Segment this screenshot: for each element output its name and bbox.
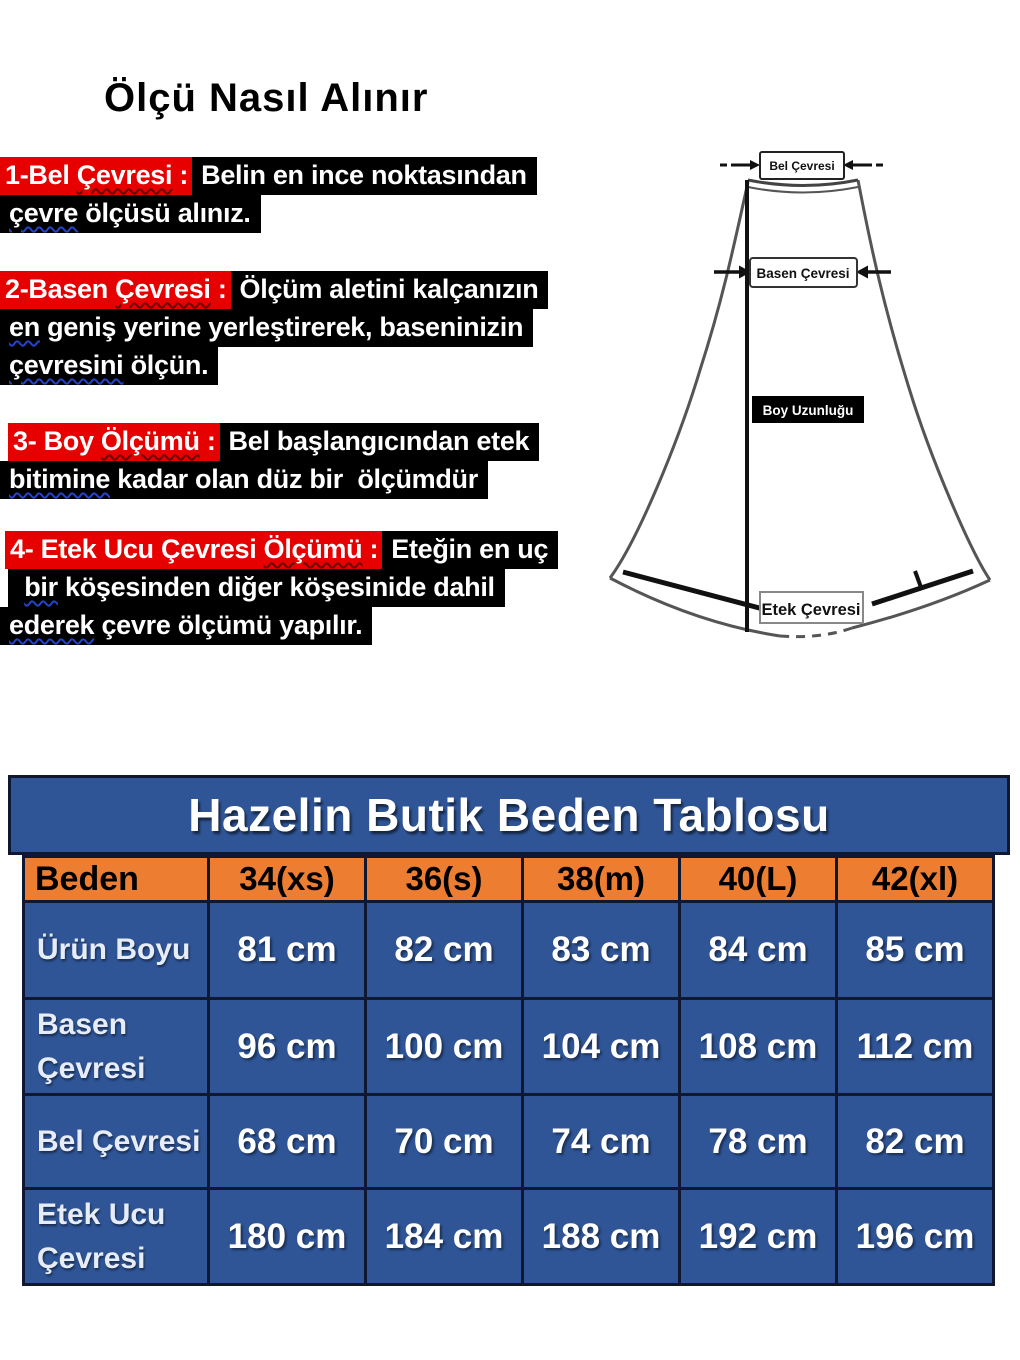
instruction-line bbox=[8, 569, 558, 607]
text-segment: köşesinden diğer köşesinide dahil bbox=[57, 572, 495, 602]
size-table-title: Hazelin Butik Beden Tablosu bbox=[188, 789, 830, 841]
text-segment: geniş yerine yerleştirerek, baseninizin bbox=[39, 312, 524, 342]
table-cell: 96 cm bbox=[210, 1000, 364, 1093]
length-label: Boy Uzunluğu bbox=[762, 403, 854, 418]
table-cell: 184 cm bbox=[367, 1190, 521, 1283]
text-segment: çevresini bbox=[9, 350, 124, 380]
instruction-text bbox=[0, 309, 533, 347]
instruction-text bbox=[382, 531, 558, 569]
instruction-block-hem bbox=[0, 531, 558, 645]
text-segment: ölçün. bbox=[123, 350, 209, 380]
length-label-group bbox=[752, 396, 864, 423]
text-segment: : bbox=[172, 160, 189, 190]
instruction-number-label bbox=[0, 271, 231, 309]
text-segment: Eteğin en uç bbox=[391, 534, 549, 564]
table-cell: 84 cm bbox=[681, 903, 835, 997]
instruction-number-label bbox=[5, 531, 382, 569]
text-segment: çevre ölçümü yapılır. bbox=[94, 610, 363, 640]
column-header-42xl: 42(xl) bbox=[838, 858, 992, 900]
column-header-36s: 36(s) bbox=[367, 858, 521, 900]
waist-label: Bel Çevresi bbox=[769, 159, 835, 173]
text-segment: bitimine bbox=[9, 464, 111, 494]
instruction-block-waist bbox=[0, 157, 537, 233]
instruction-line bbox=[5, 531, 558, 569]
text-segment: kadar olan düz bir ölçümdür bbox=[110, 464, 478, 494]
instruction-text bbox=[192, 157, 537, 195]
column-header-38m: 38(m) bbox=[524, 858, 678, 900]
table-cell: 108 cm bbox=[681, 1000, 835, 1093]
instruction-number-label bbox=[8, 423, 220, 461]
instruction-line bbox=[0, 271, 548, 309]
table-cell: 196 cm bbox=[838, 1190, 992, 1283]
table-cell: 104 cm bbox=[524, 1000, 678, 1093]
text-segment: : bbox=[199, 426, 216, 456]
hip-label-group bbox=[714, 258, 891, 287]
table-cell: 82 cm bbox=[838, 1096, 992, 1187]
instruction-line bbox=[0, 347, 548, 385]
text-segment: çevre bbox=[9, 198, 79, 228]
text-segment: ederek bbox=[9, 610, 95, 640]
table-cell: 188 cm bbox=[524, 1190, 678, 1283]
table-cell: 180 cm bbox=[210, 1190, 364, 1283]
table-cell: 85 cm bbox=[838, 903, 992, 997]
column-header-34xs: 34(xs) bbox=[210, 858, 364, 900]
document-title: Ölçü Nasıl Alınır bbox=[104, 76, 429, 120]
table-cell: 74 cm bbox=[524, 1096, 678, 1187]
text-segment: 1-Bel bbox=[5, 160, 77, 190]
text-segment: ölçüsü alınız. bbox=[78, 198, 251, 228]
row-label-etek-ucu-cevresi: Etek Ucu Çevresi bbox=[25, 1190, 207, 1283]
row-label-urun-boyu: Ürün Boyu bbox=[25, 903, 207, 997]
instruction-block-hip bbox=[0, 271, 548, 385]
table-cell: 81 cm bbox=[210, 903, 364, 997]
size-table bbox=[22, 855, 995, 1286]
text-segment: Ölçümü bbox=[100, 426, 200, 456]
text-segment: Bel başlangıcından etek bbox=[228, 426, 530, 456]
table-cell: 112 cm bbox=[838, 1000, 992, 1093]
hem-label-group bbox=[760, 592, 863, 623]
instruction-text bbox=[8, 569, 505, 607]
column-header-40l: 40(L) bbox=[681, 858, 835, 900]
hip-label: Basen Çevresi bbox=[756, 266, 850, 281]
instruction-line bbox=[8, 423, 539, 461]
instruction-line bbox=[0, 309, 548, 347]
text-segment: Ölçümü bbox=[263, 534, 363, 564]
instruction-text bbox=[0, 461, 488, 499]
instruction-text bbox=[0, 347, 218, 385]
text-segment: Çevresi bbox=[115, 274, 211, 304]
text-segment: bir bbox=[24, 572, 58, 602]
hem-label: Etek Çevresi bbox=[761, 601, 861, 619]
text-segment: Belin en ince noktasından bbox=[201, 160, 527, 190]
row-label-bel-cevresi: Bel Çevresi bbox=[25, 1096, 207, 1187]
instruction-line bbox=[0, 157, 537, 195]
text-segment: : bbox=[362, 534, 379, 564]
row-label-basen-cevresi: Basen Çevresi bbox=[25, 1000, 207, 1093]
size-table-title-band bbox=[8, 775, 1010, 855]
table-cell: 100 cm bbox=[367, 1000, 521, 1093]
skirt-measurement-diagram bbox=[580, 120, 1020, 680]
text-segment: 3- Boy bbox=[13, 426, 101, 456]
instruction-number-label bbox=[0, 157, 192, 195]
table-cell: 70 cm bbox=[367, 1096, 521, 1187]
text-segment: Çevresi bbox=[76, 160, 173, 190]
column-header-beden: Beden bbox=[25, 858, 207, 900]
instruction-block-length bbox=[0, 423, 539, 499]
text-segment: Ölçüm aletini kalçanızın bbox=[239, 274, 539, 304]
instruction-text bbox=[0, 195, 261, 233]
table-cell: 78 cm bbox=[681, 1096, 835, 1187]
instruction-line bbox=[0, 607, 558, 645]
instruction-line bbox=[0, 195, 537, 233]
instruction-line bbox=[0, 461, 539, 499]
text-segment: 2-Basen bbox=[5, 274, 116, 304]
text-segment: : bbox=[210, 274, 227, 304]
table-cell: 68 cm bbox=[210, 1096, 364, 1187]
instruction-text bbox=[231, 271, 549, 309]
table-cell: 192 cm bbox=[681, 1190, 835, 1283]
table-cell: 83 cm bbox=[524, 903, 678, 997]
text-segment: en bbox=[9, 312, 40, 342]
instruction-text bbox=[220, 423, 540, 461]
waist-label-group bbox=[720, 152, 883, 179]
table-cell: 82 cm bbox=[367, 903, 521, 997]
text-segment: 4- Etek Ucu Çevresi bbox=[10, 534, 264, 564]
instruction-text bbox=[0, 607, 372, 645]
